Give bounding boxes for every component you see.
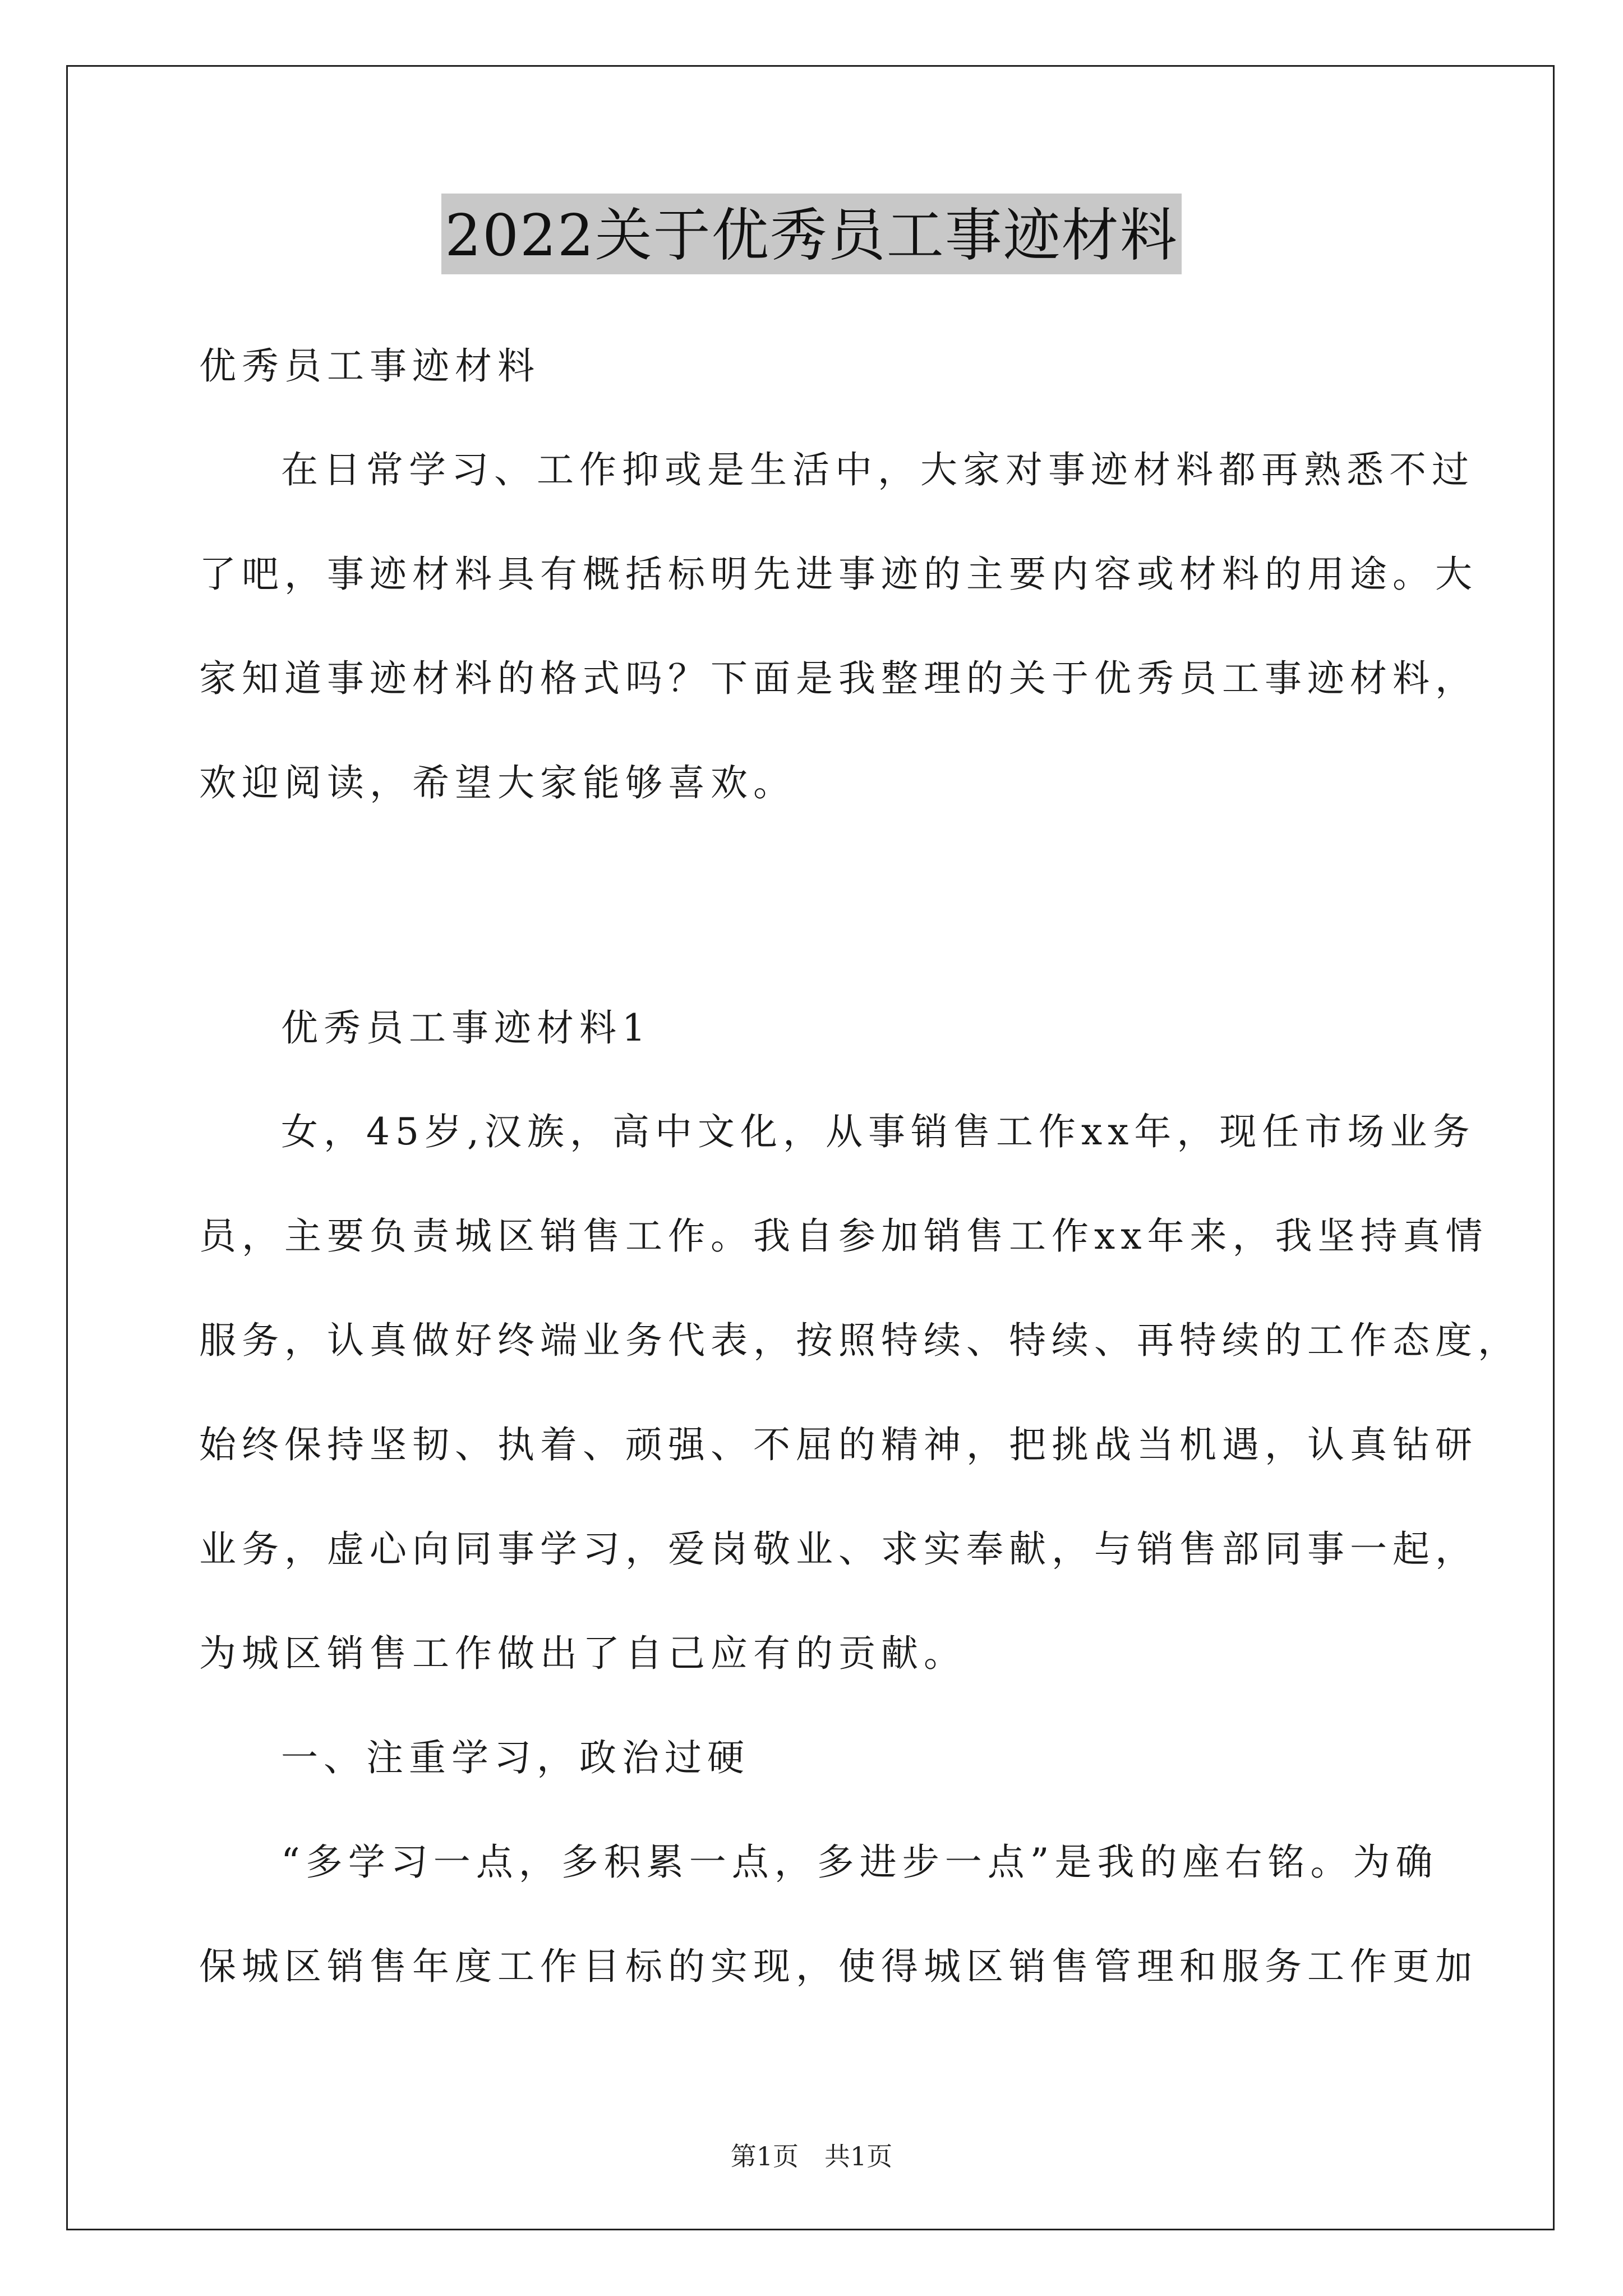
- body-paragraph: [199, 1080, 1520, 1706]
- intro-line: 欢迎阅读，希望大家能够喜欢。: [199, 761, 796, 804]
- point-paragraph: [199, 1810, 1478, 2019]
- point-line: 保城区销售年度工作目标的实现，使得城区销售管理和服务工作更加: [199, 1945, 1478, 1988]
- page-number-label: 第1页 共1页: [730, 2141, 893, 2171]
- point-heading-text: 一、注重学习，政治过硬: [281, 1736, 750, 1779]
- body-line: 为城区销售工作做出了自己应有的贡献。: [199, 1632, 966, 1675]
- body-line: 员，主要负责城区销售工作。我自参加销售工作xx年来，我坚持真情: [199, 1214, 1488, 1258]
- section-heading: [199, 976, 1543, 1080]
- document-title: 2022关于优秀员工事迹材料: [441, 194, 1182, 274]
- body-line: 女，45岁,汉族，高中文化，从事销售工作xx年，现任市场业务: [281, 1110, 1476, 1153]
- document-subtitle: [199, 314, 1461, 418]
- body-line: 始终保持坚韧、执着、顽强、不屈的精神，把挑战当机遇，认真钻研: [199, 1423, 1478, 1466]
- point-line: “多学习一点，多积累一点，多进步一点”是我的座右铭。为确: [281, 1841, 1438, 1884]
- intro-line: 家知道事迹材料的格式吗？下面是我整理的关于优秀员工事迹材料，: [199, 657, 1478, 700]
- intro-paragraph: [199, 418, 1478, 835]
- intro-line: 在日常学习、工作抑或是生活中，大家对事迹材料都再熟悉不过: [281, 448, 1474, 491]
- page-footer: [0, 2136, 1623, 2173]
- body-line: 服务，认真做好终端业务代表，按照特续、特续、再特续的工作态度，: [199, 1319, 1520, 1362]
- section-heading-text: 优秀员工事迹材料1: [281, 1006, 651, 1050]
- body-line: 业务，虚心向同事学习，爱岗敬业、求实奉献，与销售部同事一起，: [199, 1527, 1478, 1571]
- subtitle-line: 优秀员工事迹材料: [199, 344, 540, 388]
- point-heading: [199, 1706, 1543, 1810]
- title-wrap: [0, 194, 1623, 274]
- intro-line: 了吧，事迹材料具有概括标明先进事迹的主要内容或材料的用途。大: [199, 553, 1478, 596]
